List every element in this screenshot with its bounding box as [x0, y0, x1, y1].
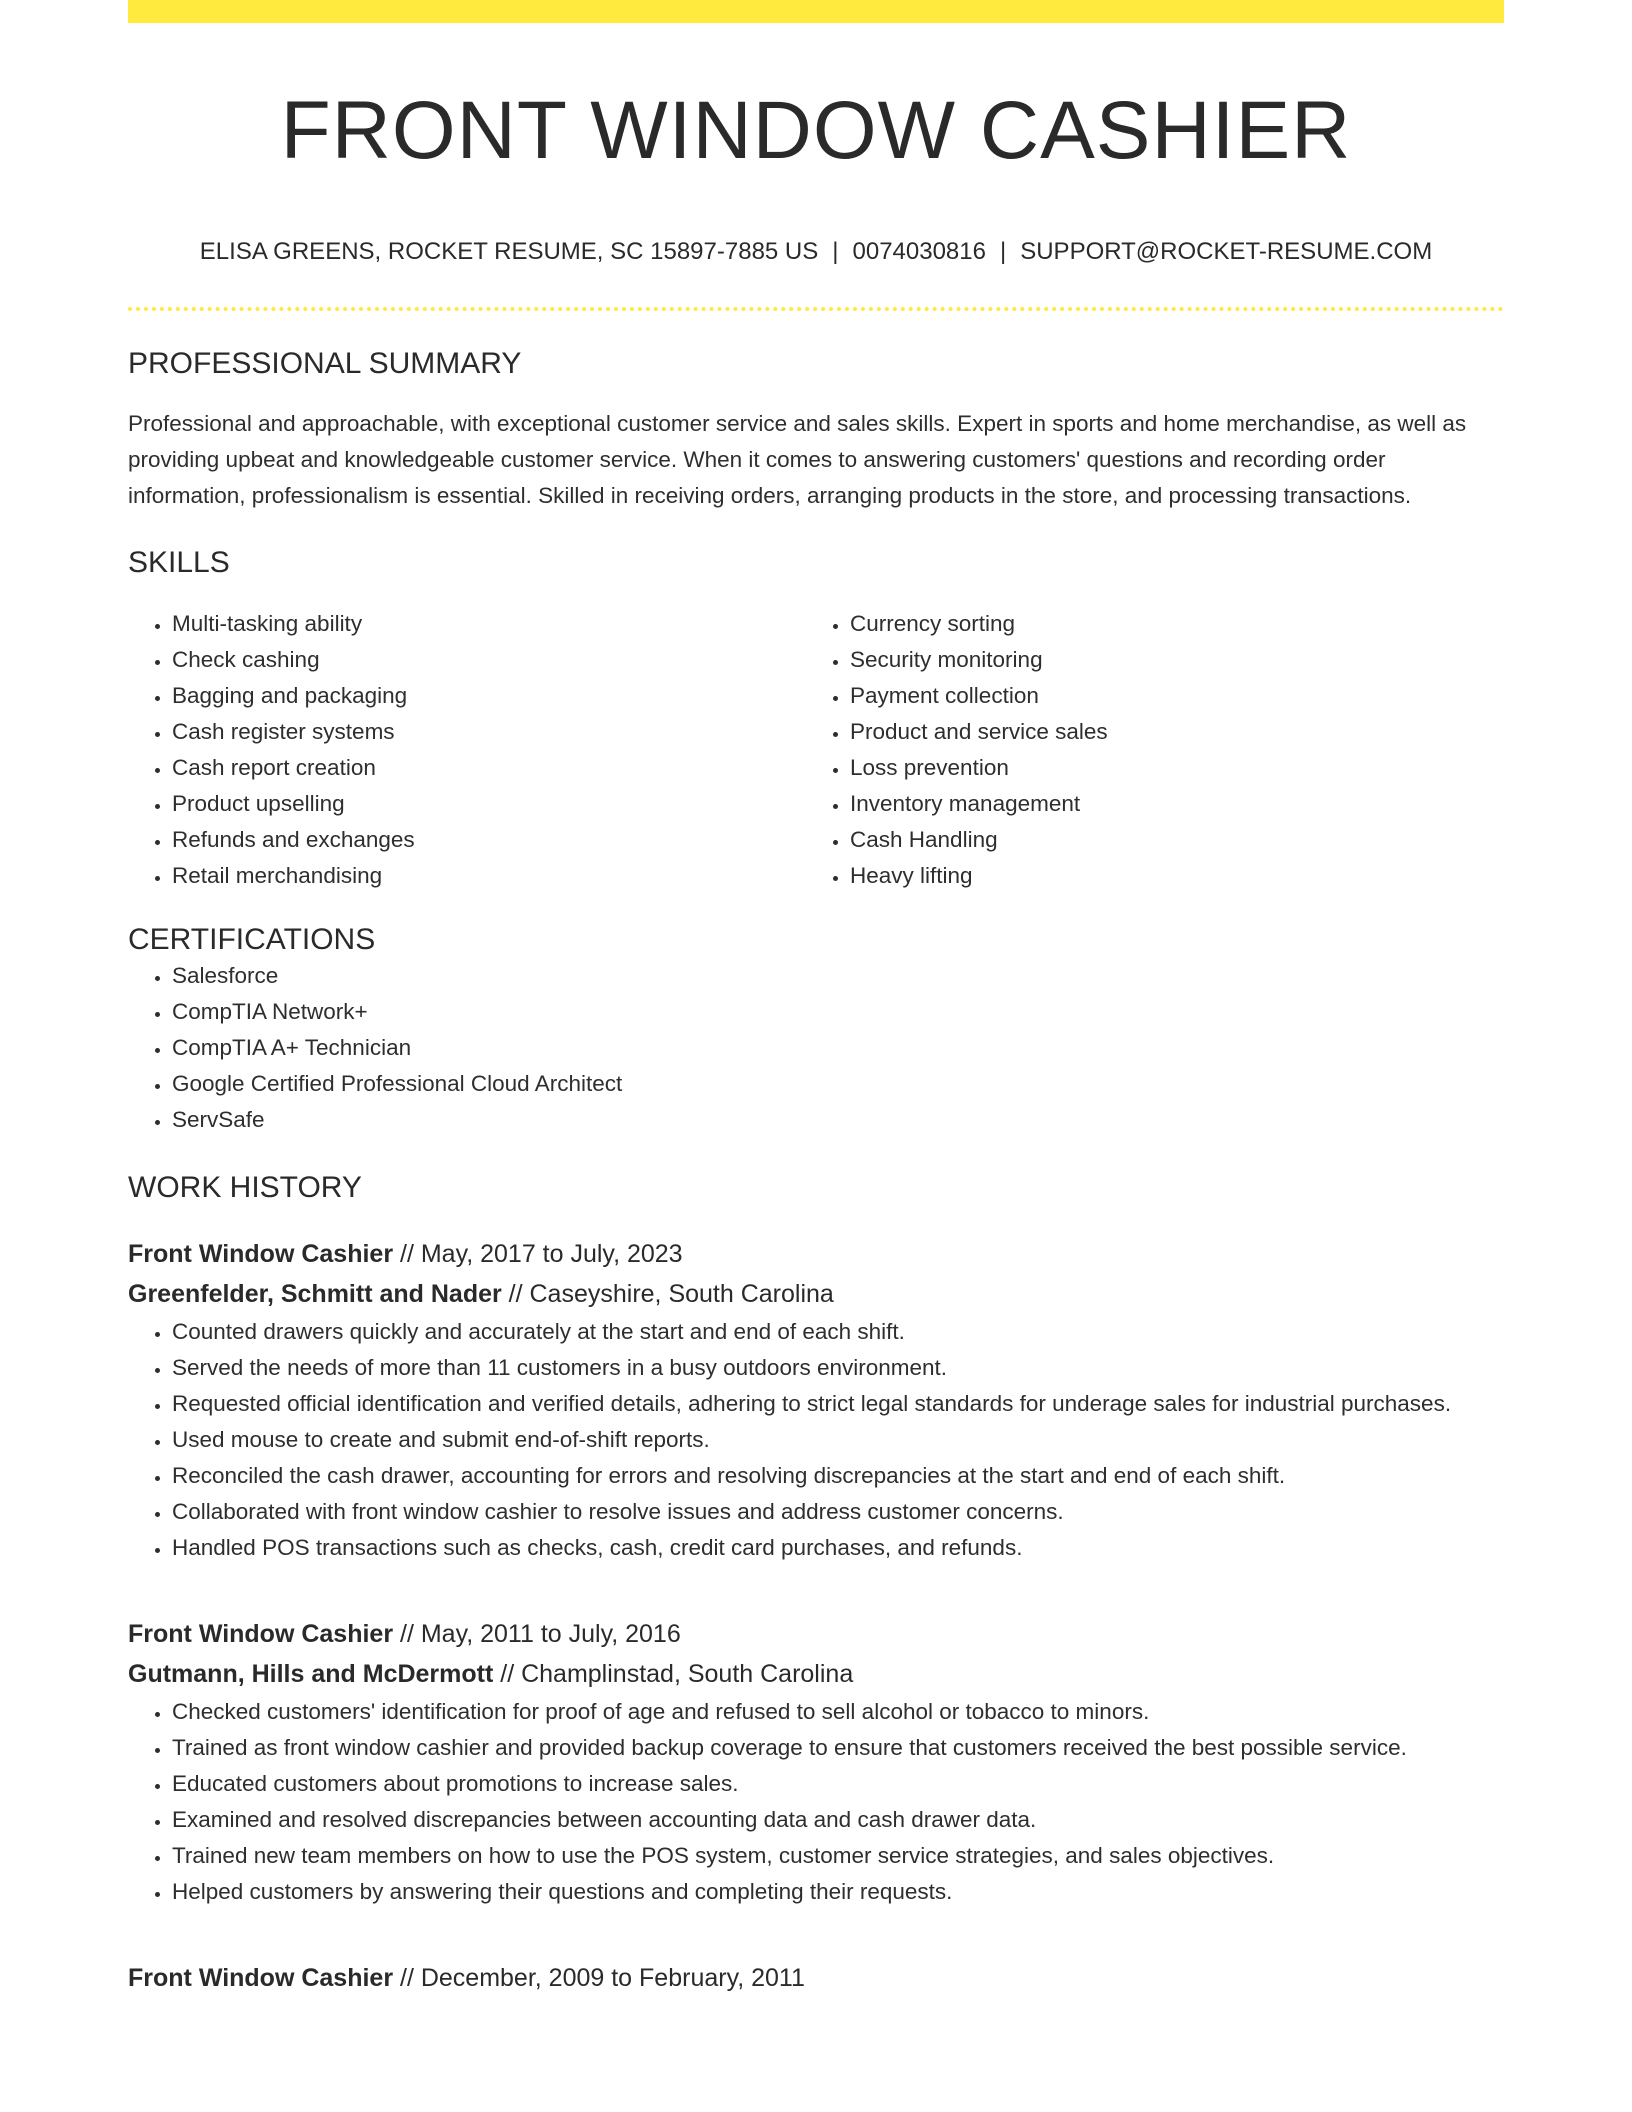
job-title-line [128, 1958, 1504, 1998]
skill-item: • Cash Handling [850, 822, 1484, 858]
dotted-divider [128, 307, 1504, 311]
contact-phone: 0074030816 [852, 238, 986, 265]
job-dates: // May, 2011 to July, 2016 [393, 1620, 681, 1648]
skill-item: • Check cashing [172, 642, 806, 678]
job-company: Gutmann, Hills and McDermott [128, 1660, 494, 1688]
skill-item: • Currency sorting [850, 606, 1484, 642]
contact-address: ELISA GREENS, ROCKET RESUME, SC 15897-7885 US [199, 238, 819, 265]
skill-item: • Product upselling [172, 786, 806, 822]
job-bullet: • Counted drawers quickly and accurately at the start and end of each shift. [172, 1314, 1504, 1350]
job-entry [128, 1234, 1504, 1566]
job-bullet-list [128, 1314, 1504, 1566]
job-location: // Caseyshire, South Carolina [501, 1280, 834, 1308]
job-bullet: • Requested official identification and verified details, adhering to strict legal standards for underage sales for industrial purchases. [172, 1386, 1504, 1422]
skill-item: • Multi-tasking ability [172, 606, 806, 642]
work-history-heading: WORK HISTORY [128, 1171, 362, 1204]
job-bullet: • Checked customers' identification for proof of age and refused to sell alcohol or tobacco to minors. [172, 1694, 1504, 1730]
skill-item: • Cash report creation [172, 750, 806, 786]
certification-item: • CompTIA A+ Technician [172, 1030, 1504, 1066]
summary-heading: PROFESSIONAL SUMMARY [128, 347, 522, 380]
accent-top-bar [128, 0, 1504, 23]
skills-heading: SKILLS [128, 546, 230, 579]
skill-item: • Cash register systems [172, 714, 806, 750]
job-entry [128, 1958, 1504, 1998]
skill-item: • Payment collection [850, 678, 1484, 714]
contact-separator: | [832, 238, 839, 265]
skills-list-right [806, 606, 1484, 894]
resume-page [128, 0, 1504, 1998]
certification-item: • CompTIA Network+ [172, 994, 1504, 1030]
skill-item: • Product and service sales [850, 714, 1484, 750]
job-entry [128, 1614, 1504, 1910]
skill-item: • Refunds and exchanges [172, 822, 806, 858]
job-bullet-list [128, 1694, 1504, 1910]
job-company: Greenfelder, Schmitt and Nader [128, 1280, 502, 1308]
job-bullet: • Handled POS transactions such as checks, cash, credit card purchases, and refunds. [172, 1530, 1504, 1566]
job-title: Front Window Cashier [128, 1620, 394, 1648]
job-bullet: • Collaborated with front window cashier to resolve issues and address customer concerns. [172, 1494, 1504, 1530]
skill-item: • Retail merchandising [172, 858, 806, 894]
job-bullet: • Trained new team members on how to use the POS system, customer service strategies, and sales objectives. [172, 1838, 1504, 1874]
resume-title: FRONT WINDOW CASHIER [280, 85, 1352, 176]
summary-text: Professional and approachable, with exceptional customer service and sales skills. Expert in sports and home merchandise, as well as providing upbeat and knowledgeable customer service. When it comes to answering customers' questions and recording order information, professionalism is essential. Skilled in receiving orders, arranging products in the store, and processing transactions. [128, 411, 1467, 508]
skill-item: • Loss prevention [850, 750, 1484, 786]
job-dates: // May, 2017 to July, 2023 [393, 1240, 683, 1268]
certifications-heading: CERTIFICATIONS [128, 923, 376, 956]
certification-item: • Google Certified Professional Cloud Architect [172, 1066, 1504, 1102]
skill-item: • Bagging and packaging [172, 678, 806, 714]
job-company-line [128, 1274, 1504, 1314]
job-dates: // December, 2009 to February, 2011 [393, 1964, 805, 1992]
job-bullet: • Educated customers about promotions to increase sales. [172, 1766, 1504, 1802]
job-location: // Champlinstad, South Carolina [493, 1660, 854, 1688]
job-bullet: • Used mouse to create and submit end-of-shift reports. [172, 1422, 1504, 1458]
job-title-line [128, 1234, 1504, 1274]
job-bullet: • Examined and resolved discrepancies between accounting data and cash drawer data. [172, 1802, 1504, 1838]
job-title: Front Window Cashier [128, 1240, 394, 1268]
job-company-line [128, 1654, 1504, 1694]
certifications-list [128, 958, 1504, 1138]
contact-email: SUPPORT@ROCKET-RESUME.COM [1020, 238, 1433, 265]
certification-item: • Salesforce [172, 958, 1504, 994]
skills-list-left [128, 606, 806, 894]
certification-item: • ServSafe [172, 1102, 1504, 1138]
skills-columns [128, 606, 1504, 894]
job-title: Front Window Cashier [128, 1964, 394, 1992]
job-bullet: • Trained as front window cashier and provided backup coverage to ensure that customers received the best possible service. [172, 1730, 1504, 1766]
contact-line [128, 237, 1504, 267]
job-bullet: • Reconciled the cash drawer, accounting for errors and resolving discrepancies at the start and end of each shift. [172, 1458, 1504, 1494]
job-bullet: • Helped customers by answering their questions and completing their requests. [172, 1874, 1504, 1910]
job-bullet: • Served the needs of more than 11 customers in a busy outdoors environment. [172, 1350, 1504, 1386]
skill-item: • Inventory management [850, 786, 1484, 822]
contact-separator: | [999, 238, 1007, 265]
job-title-line [128, 1614, 1504, 1654]
skill-item: • Heavy lifting [850, 858, 1484, 894]
skill-item: • Security monitoring [850, 642, 1484, 678]
